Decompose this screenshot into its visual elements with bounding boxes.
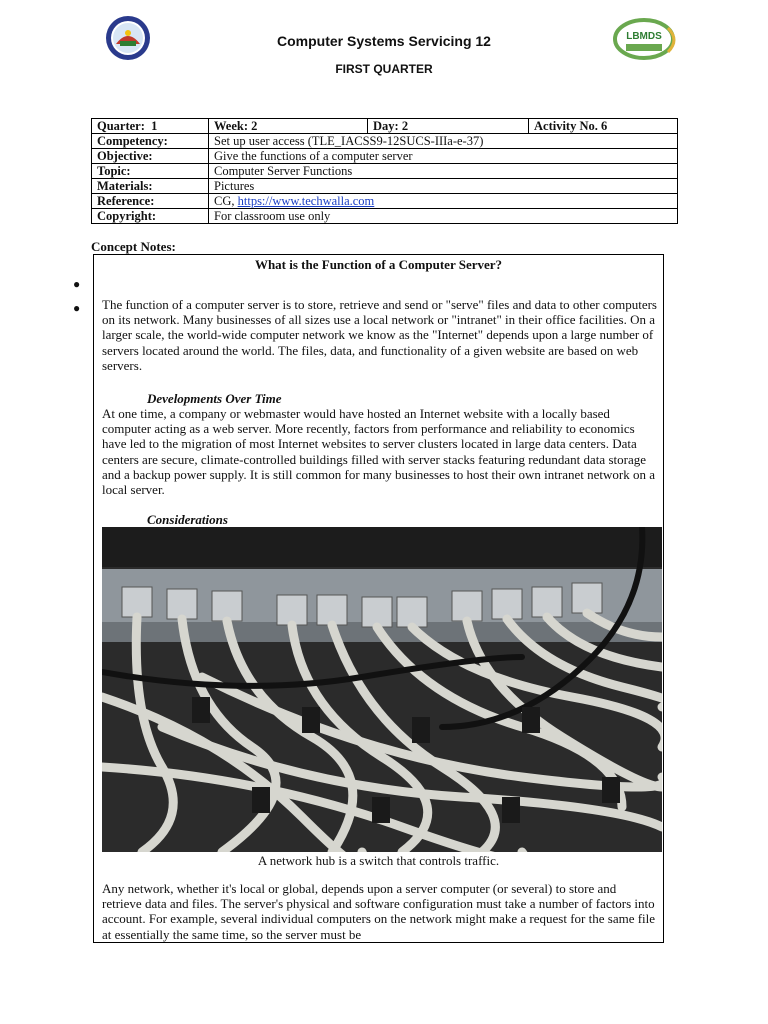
quarter-label: Quarter: xyxy=(97,119,145,133)
table-row xyxy=(92,179,678,194)
objective-value: Give the functions of a computer server xyxy=(209,149,678,164)
row-label: Objective: xyxy=(92,149,209,164)
lbmds-logo-text: LBMDS xyxy=(626,31,662,42)
day-cell: Day: 2 xyxy=(368,119,529,134)
competency-value: Set up user access (TLE_IACSS9-12SUCS-IIIa-e-37) xyxy=(209,134,678,149)
materials-value: Pictures xyxy=(209,179,678,194)
activity-info-table xyxy=(91,118,678,224)
box-title: What is the Function of a Computer Server? xyxy=(254,257,503,272)
reference-prefix: CG, xyxy=(214,194,238,208)
table-row xyxy=(92,209,678,224)
week-cell: Week: 2 xyxy=(209,119,368,134)
network-hub-photo xyxy=(102,527,662,852)
topic-value: Computer Server Functions xyxy=(209,164,678,179)
table-row xyxy=(92,119,678,134)
document-title: Computer Systems Servicing 12 xyxy=(277,33,491,49)
heading-considerations: Considerations xyxy=(147,512,228,527)
paragraph-considerations: Any network, whether it's local or global, depends upon a server computer (or several) to store and retrieve data and files. The server's physical and software configuration must take a number of factors into account. For example, several individual computers on the network might make a request for the same file at essentially the same time, so the server must be xyxy=(102,881,656,942)
paragraph-intro: The function of a computer server is to store, retrieve and send or "serve" files and data to other computers on its network. Many businesses of all sizes use a local network or "intranet" in their office facilities. On a larger scale, the world-wide computer network we know as the "Internet" depends upon a large number of servers located around the world. The files, data, and functionality of a given website are based on web servers. xyxy=(102,297,657,373)
bullet-icon: ● xyxy=(73,301,81,315)
concept-notes-label: Concept Notes: xyxy=(91,239,176,254)
table-row xyxy=(92,164,678,179)
row-label: Reference: xyxy=(92,194,209,209)
document-subtitle: FIRST QUARTER xyxy=(335,62,433,76)
table-row xyxy=(92,194,678,209)
reference-value xyxy=(209,194,678,209)
table-row xyxy=(92,134,678,149)
quarter-cell xyxy=(92,119,209,134)
activity-cell: Activity No. 6 xyxy=(529,119,678,134)
reference-link[interactable]: https://www.techwalla.com xyxy=(237,194,375,208)
copyright-value: For classroom use only xyxy=(209,209,678,224)
photo-caption: A network hub is a switch that controls traffic. xyxy=(257,853,500,868)
row-label: Materials: xyxy=(92,179,209,194)
concept-notes-box xyxy=(73,254,664,943)
paragraph-developments: At one time, a company or webmaster would have hosted an Internet website with a locally based computer acting as a web server. More recently, factors from performance and reliability to economics have led to the migration of most Internet websites to server clusters located in large data centers. Data centers are secure, climate-controlled buildings filled with server stacks featuring redundant data storage and a backup power supply. It is still common for many businesses to host their own intranet network on a local server. xyxy=(102,406,656,498)
quarter-value: 1 xyxy=(151,119,158,133)
row-label: Competency: xyxy=(92,134,209,149)
bullet-icon: ● xyxy=(73,277,81,291)
row-label: Copyright: xyxy=(92,209,209,224)
table-row xyxy=(92,149,678,164)
heading-developments: Developments Over Time xyxy=(147,391,282,406)
row-label: Topic: xyxy=(92,164,209,179)
